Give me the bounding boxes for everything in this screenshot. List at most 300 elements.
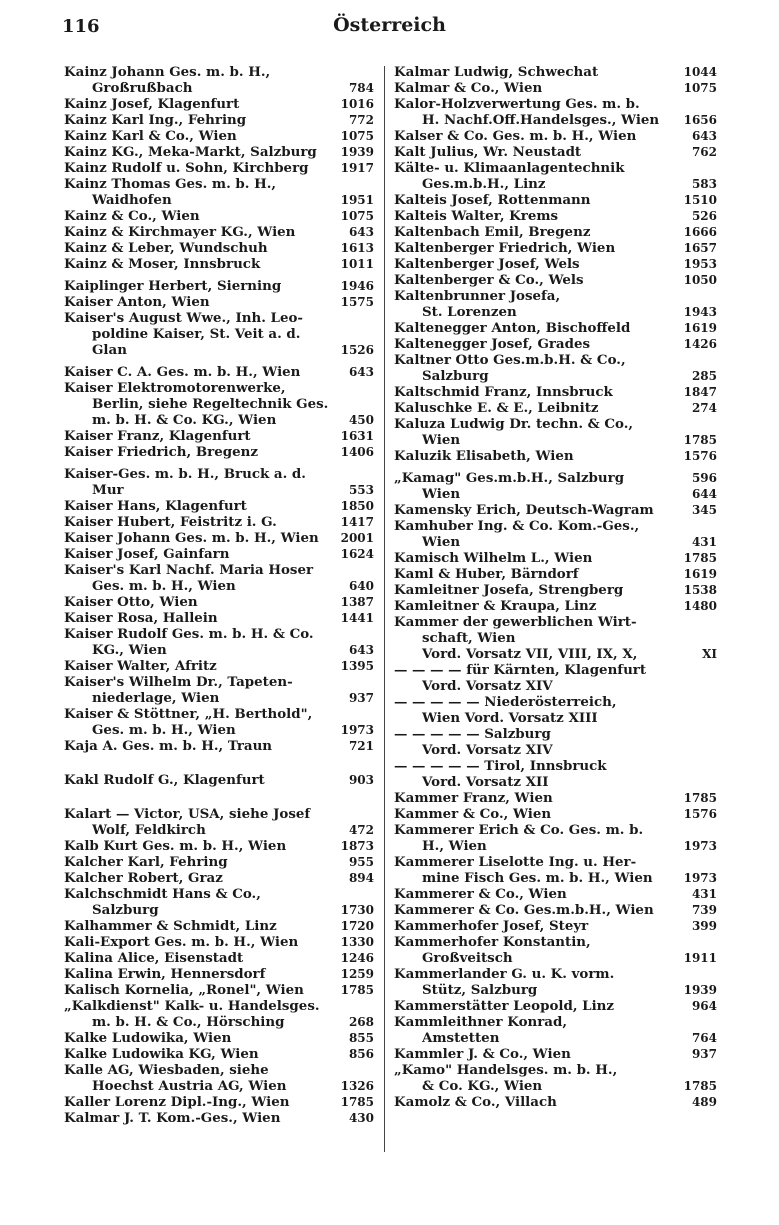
page-reference: 1576 [683,449,717,463]
page-reference: 1050 [683,273,717,287]
page-reference: 1044 [683,65,717,79]
entry-name: Kaltner Otto Ges.m.b.H. & Co., [394,352,626,368]
directory-entry [64,278,376,294]
directory-entry [64,380,376,428]
directory-entry [64,294,376,310]
page-reference: 1619 [683,321,717,335]
entry-name: „Kamo" Handelsges. m. b. H., [394,1062,618,1078]
entry-continuation: Wien [422,534,461,550]
directory-entry [394,400,719,416]
entry-name: — — — — — Tirol, Innsbruck [394,758,607,774]
directory-entry [64,982,376,998]
directory-entry [64,966,376,982]
page-reference: 1075 [683,81,717,95]
page-reference: 1395 [340,659,374,673]
page-reference: 1417 [340,515,374,529]
page-reference: 1873 [340,839,374,853]
entry-name: Kalteis Josef, Rottenmann [394,192,591,208]
page-reference: 1619 [683,567,717,581]
entry-name: Kaiser Franz, Klagenfurt [64,428,251,444]
entry-name: Kalchschmidt Hans & Co., [64,886,261,902]
directory-entry [394,694,719,726]
page-reference: 1785 [683,551,717,565]
directory-entry [64,870,376,886]
directory-entry [394,598,719,614]
entry-spacer [64,754,376,772]
directory-entry [64,674,376,706]
entry-continuation: Wien Vord. Vorsatz XIII [422,710,598,726]
entry-name: Kamleitner & Kraupa, Linz [394,598,597,614]
page-reference: 1538 [683,583,717,597]
page-reference: 643 [348,643,374,657]
entry-name: Kaiser Otto, Wien [64,594,198,610]
page-reference: 764 [691,1031,717,1045]
directory-entry [394,662,719,694]
entry-name: Kaiser Johann Ges. m. b. H., Wien [64,530,319,546]
directory-entry [64,934,376,950]
directory-entry [64,64,376,96]
entry-continuation: Großveitsch [422,950,513,966]
directory-entry [64,610,376,626]
entry-name: Kaiser C. A. Ges. m. b. H., Wien [64,364,301,380]
right-column [394,64,719,1110]
entry-name: Kalt Julius, Wr. Neustadt [394,144,582,160]
entry-name: Kakl Rudolf G., Klagenfurt [64,772,265,788]
directory-entry [394,614,719,662]
directory-entry [64,546,376,562]
directory-entry [64,838,376,854]
entry-continuation: Großrußbach [92,80,193,96]
directory-entry [394,582,719,598]
entry-name: Kaiser-Ges. m. b. H., Bruck a. d. [64,466,306,482]
directory-entry [64,772,376,788]
entry-name: Kaltenberger & Co., Wels [394,272,584,288]
entry-name: Kammler J. & Co., Wien [394,1046,571,1062]
entry-name: Kalb Kurt Ges. m. b. H., Wien [64,838,287,854]
entry-name: Kammerlander G. u. K. vorm. [394,966,615,982]
directory-entry [394,416,719,448]
entry-name: Kaja A. Ges. m. b. H., Traun [64,738,273,754]
page-reference: 1387 [340,595,374,609]
entry-name: Kainz KG., Meka-Markt, Salzburg [64,144,317,160]
directory-entry [64,160,376,176]
directory-entry [64,128,376,144]
page-reference: 937 [691,1047,717,1061]
directory-entry [394,470,719,502]
directory-entry [394,144,719,160]
entry-continuation: schaft, Wien [422,630,516,646]
page-reference: 274 [691,401,717,415]
directory-entry [394,384,719,400]
page-reference: 640 [348,579,374,593]
page-reference: 643 [348,365,374,379]
entry-name: Kalmar & Co., Wien [394,80,543,96]
page-reference: 1657 [683,241,717,255]
directory-entry [394,1094,719,1110]
page-reference: 1785 [683,791,717,805]
page-reference: 1666 [683,225,717,239]
entry-name: Kaiser Anton, Wien [64,294,210,310]
directory-entry [64,562,376,594]
directory-entry [394,240,719,256]
entry-continuation: Wien [422,432,461,448]
entry-name: Kaml & Huber, Bärndorf [394,566,579,582]
directory-entry [394,550,719,566]
directory-entry [394,1062,719,1094]
directory-entry [394,288,719,320]
directory-entry [64,498,376,514]
page-reference: 1973 [683,871,717,885]
entry-name: Kaltenberger Friedrich, Wien [394,240,616,256]
page-reference: 472 [348,823,374,837]
entry-name: Kalcher Robert, Graz [64,870,223,886]
directory-entry [64,998,376,1030]
entry-name: Kaiplinger Herbert, Sierning [64,278,282,294]
entry-name: Kaiser Hubert, Feistritz i. G. [64,514,277,530]
directory-entry [394,128,719,144]
entry-name: Kainz & Moser, Innsbruck [64,256,261,272]
page-reference: 1847 [683,385,717,399]
entry-name: Kaltenbach Emil, Bregenz [394,224,591,240]
page-reference: 2001 [340,531,374,545]
entry-name: Kainz Rudolf u. Sohn, Kirchberg [64,160,309,176]
page-reference: 772 [348,113,374,127]
entry-continuation: Waidhofen [92,192,172,208]
entry-name: Kamisch Wilhelm L., Wien [394,550,593,566]
entry-name: Kainz Karl Ing., Fehring [64,112,247,128]
left-column [64,64,376,1126]
entry-name: Kammerer & Co., Wien [394,886,567,902]
entry-continuation: Vord. Vorsatz XIV [422,678,553,694]
entry-name: Kalke Ludowika KG, Wien [64,1046,259,1062]
page-reference: 583 [691,177,717,191]
entry-name: — — — — — Salzburg [394,726,551,742]
page-reference: 1330 [340,935,374,949]
entry-name: — — — — — Niederösterreich, [394,694,617,710]
entry-continuation: m. b. H. & Co., Hörsching [92,1014,285,1030]
directory-entry [394,854,719,886]
entry-continuation: Vord. Vorsatz VII, VIII, IX, X, [422,646,638,662]
page-reference: 894 [348,871,374,885]
page-reference: 1441 [340,611,374,625]
entry-name: Kaluschke E. & E., Leibnitz [394,400,599,416]
directory-entry [64,96,376,112]
entry-name: Kaltenegger Josef, Grades [394,336,591,352]
directory-entry [394,902,719,918]
entry-name: Kalisch Kornelia, „Ronel", Wien [64,982,304,998]
entry-name: Kammerer Liselotte Ing. u. Her- [394,854,637,870]
directory-entry [394,352,719,384]
page-number: 116 [62,16,100,37]
directory-entry [394,566,719,582]
page-reference: 856 [348,1047,374,1061]
directory-entry [64,854,376,870]
page-reference: 643 [348,225,374,239]
entry-continuation: Vord. Vorsatz XIV [422,742,553,758]
entry-name: Kammleithner Konrad, [394,1014,568,1030]
directory-entry [64,950,376,966]
page-reference: 431 [691,887,717,901]
entry-name: Kainz & Kirchmayer KG., Wien [64,224,296,240]
page-reference: 1510 [683,193,717,207]
page-reference: 450 [348,413,374,427]
entry-continuation: Stütz, Salzburg [422,982,538,998]
page-reference: 430 [348,1111,374,1125]
entry-name: Kammerhofer Josef, Steyr [394,918,589,934]
entry-name: — — — — für Kärnten, Klagenfurt [394,662,647,678]
page-reference: 1075 [340,129,374,143]
entry-name: Kalina Alice, Eisenstadt [64,950,244,966]
entry-continuation: Glan [92,342,127,358]
page-title: Österreich [333,14,446,36]
page-reference: 644 [691,487,717,501]
page-reference: 345 [691,503,717,517]
entry-continuation: Amstetten [422,1030,500,1046]
page-reference: 955 [348,855,374,869]
entry-name: Kalor-Holzverwertung Ges. m. b. [394,96,640,112]
page-reference: 1576 [683,807,717,821]
entry-name: Kaluza Ludwig Dr. techn. & Co., [394,416,634,432]
directory-entry [64,706,376,738]
directory-entry [394,80,719,96]
page-reference: 1730 [340,903,374,917]
directory-entry [64,112,376,128]
entry-continuation: H., Wien [422,838,487,854]
entry-name: Kalmar J. T. Kom.-Ges., Wien [64,1110,281,1126]
entry-name: Kaiser Friedrich, Bregenz [64,444,258,460]
directory-entry [64,364,376,380]
page-reference: 1406 [340,445,374,459]
entry-continuation: & Co. KG., Wien [422,1078,543,1094]
entry-name: Kalina Erwin, Hennersdorf [64,966,266,982]
page-reference: 285 [691,369,717,383]
entry-name: Kaiser's Karl Nachf. Maria Hoser [64,562,314,578]
directory-entry [394,790,719,806]
page-reference: 1785 [683,433,717,447]
page-reference: 431 [691,535,717,549]
entry-name: Kaiser Hans, Klagenfurt [64,498,247,514]
page-reference: 964 [691,999,717,1013]
page-reference: 1946 [340,279,374,293]
entry-name: Kamleitner Josefa, Strengberg [394,582,624,598]
page-reference: XI [702,647,717,661]
entry-name: Kammer & Co., Wien [394,806,552,822]
entry-name: Kaltenbrunner Josefa, [394,288,561,304]
entry-continuation: Wien [422,486,461,502]
page-reference: 596 [691,471,717,485]
page-reference: 1016 [340,97,374,111]
directory-entry [64,738,376,754]
directory-entry [64,466,376,498]
directory-entry [394,502,719,518]
directory-entry [394,96,719,128]
page-reference: 1850 [340,499,374,513]
page-reference: 1259 [340,967,374,981]
directory-entry [394,448,719,464]
directory-entry [64,1062,376,1094]
page-reference: 1917 [340,161,374,175]
entry-continuation: Ges. m. b. H., Wien [92,578,236,594]
page-reference: 1951 [340,193,374,207]
directory-entry [394,934,719,966]
directory-entry [394,726,719,758]
entry-name: Kamhuber Ing. & Co. Kom.-Ges., [394,518,640,534]
entry-name: Kali-Export Ges. m. b. H., Wien [64,934,299,950]
entry-continuation: KG., Wien [92,642,167,658]
directory-entry [64,514,376,530]
entry-name: Kaiser & Stöttner, „H. Berthold", [64,706,313,722]
page-reference: 855 [348,1031,374,1045]
directory-entry [64,1110,376,1126]
entry-continuation: niederlage, Wien [92,690,220,706]
entry-continuation: Salzburg [422,368,489,384]
directory-entry [64,444,376,460]
page-reference: 1785 [683,1079,717,1093]
directory-entry [394,336,719,352]
entry-continuation: Ges.m.b.H., Linz [422,176,546,192]
entry-continuation: Mur [92,482,124,498]
page-reference: 1480 [683,599,717,613]
entry-name: Kalcher Karl, Fehring [64,854,228,870]
entry-name: Kainz & Co., Wien [64,208,200,224]
entry-name: Kalke Ludowika, Wien [64,1030,232,1046]
entry-name: Kaiser Walter, Afritz [64,658,217,674]
directory-entry [64,658,376,674]
entry-name: Kälte- u. Klimaanlagentechnik [394,160,625,176]
page-reference: 1785 [340,1095,374,1109]
entry-name: Kaiser Elektromotorenwerke, [64,380,286,396]
page-reference: 1656 [683,113,717,127]
directory-entry [394,192,719,208]
page-reference: 399 [691,919,717,933]
entry-continuation: mine Fisch Ges. m. b. H., Wien [422,870,653,886]
entry-continuation: Berlin, siehe Regeltechnik Ges. [92,396,329,412]
page-reference: 1011 [340,257,374,271]
entry-name: Kalser & Co. Ges. m. b. H., Wien [394,128,637,144]
page-reference: 1075 [340,209,374,223]
entry-name: Kaller Lorenz Dipl.-Ing., Wien [64,1094,290,1110]
directory-entry [64,530,376,546]
entry-name: Kaltenberger Josef, Wels [394,256,580,272]
directory-entry [394,1014,719,1046]
page-header [0,10,779,44]
page-reference: 1326 [340,1079,374,1093]
entry-continuation: m. b. H. & Co. KG., Wien [92,412,277,428]
entry-name: Kainz Thomas Ges. m. b. H., [64,176,277,192]
entry-name: Kainz Johann Ges. m. b. H., [64,64,271,80]
page-reference: 1939 [683,983,717,997]
directory-entry [64,1046,376,1062]
directory-entry [64,256,376,272]
directory-entry [394,918,719,934]
entry-continuation: Vord. Vorsatz XII [422,774,549,790]
directory-entry [394,208,719,224]
entry-name: Kaiser Josef, Gainfarn [64,546,230,562]
column-divider [384,66,385,1152]
directory-entry [394,822,719,854]
entry-name: Kaltenegger Anton, Bischoffeld [394,320,631,336]
page-reference: 1939 [340,145,374,159]
entry-name: Kamolz & Co., Villach [394,1094,557,1110]
page-reference: 762 [691,145,717,159]
page-reference: 1785 [340,983,374,997]
page-reference: 489 [691,1095,717,1109]
page-reference: 1953 [683,257,717,271]
directory-entry [394,64,719,80]
directory-entry [64,806,376,838]
entry-name: Kammerer & Co. Ges.m.b.H., Wien [394,902,654,918]
entry-name: Kalle AG, Wiesbaden, siehe [64,1062,269,1078]
page-reference: 553 [348,483,374,497]
entry-name: Kaiser Rosa, Hallein [64,610,218,626]
directory-entry [394,758,719,790]
entry-name: Kammer der gewerblichen Wirt- [394,614,637,630]
entry-name: Kalart — Victor, USA, siehe Josef [64,806,311,822]
directory-entry [394,1046,719,1062]
page-reference: 526 [691,209,717,223]
entry-name: Kaiser's Wilhelm Dr., Tapeten- [64,674,293,690]
entry-name: Kammerer Erich & Co. Ges. m. b. [394,822,644,838]
directory-entry [64,886,376,918]
directory-entry [394,224,719,240]
directory-entry [64,144,376,160]
page-reference: 1973 [340,723,374,737]
directory-entry [394,272,719,288]
entry-name: Kaiser Rudolf Ges. m. b. H. & Co. [64,626,314,642]
entry-name: Kammerstätter Leopold, Linz [394,998,615,1014]
directory-entry [394,886,719,902]
entry-continuation: Salzburg [92,902,159,918]
entry-name: Kammer Franz, Wien [394,790,553,806]
page-reference: 739 [691,903,717,917]
directory-entry [394,256,719,272]
entry-name: Kamensky Erich, Deutsch-Wagram [394,502,654,518]
entry-name: Kalhammer & Schmidt, Linz [64,918,277,934]
directory-entry [394,998,719,1014]
entry-spacer [64,788,376,806]
entry-name: Kainz & Leber, Wundschuh [64,240,268,256]
page-reference: 1720 [340,919,374,933]
entry-name: Kaluzik Elisabeth, Wien [394,448,574,464]
page-reference: 1426 [683,337,717,351]
directory-entry [64,626,376,658]
directory-entry [64,1094,376,1110]
entry-name: Kammerhofer Konstantin, [394,934,591,950]
page-reference: 937 [348,691,374,705]
directory-entry [394,320,719,336]
page-reference: 1246 [340,951,374,965]
entry-name: Kainz Karl & Co., Wien [64,128,237,144]
directory-entry [394,160,719,192]
entry-continuation: Ges. m. b. H., Wien [92,722,236,738]
page-reference: 1613 [340,241,374,255]
directory-entry [64,1030,376,1046]
page-reference: 903 [348,773,374,787]
page-reference: 268 [348,1015,374,1029]
page-reference: 784 [348,81,374,95]
directory-entry [64,594,376,610]
page-reference: 1943 [683,305,717,319]
entry-continuation: H. Nachf.Off.Handelsges., Wien [422,112,660,128]
page-reference: 1973 [683,839,717,853]
page-reference: 643 [691,129,717,143]
directory-entry [394,966,719,998]
directory-entry [64,918,376,934]
page-reference: 1631 [340,429,374,443]
directory-entry [64,176,376,208]
directory-entry [394,518,719,550]
directory-entry [64,428,376,444]
